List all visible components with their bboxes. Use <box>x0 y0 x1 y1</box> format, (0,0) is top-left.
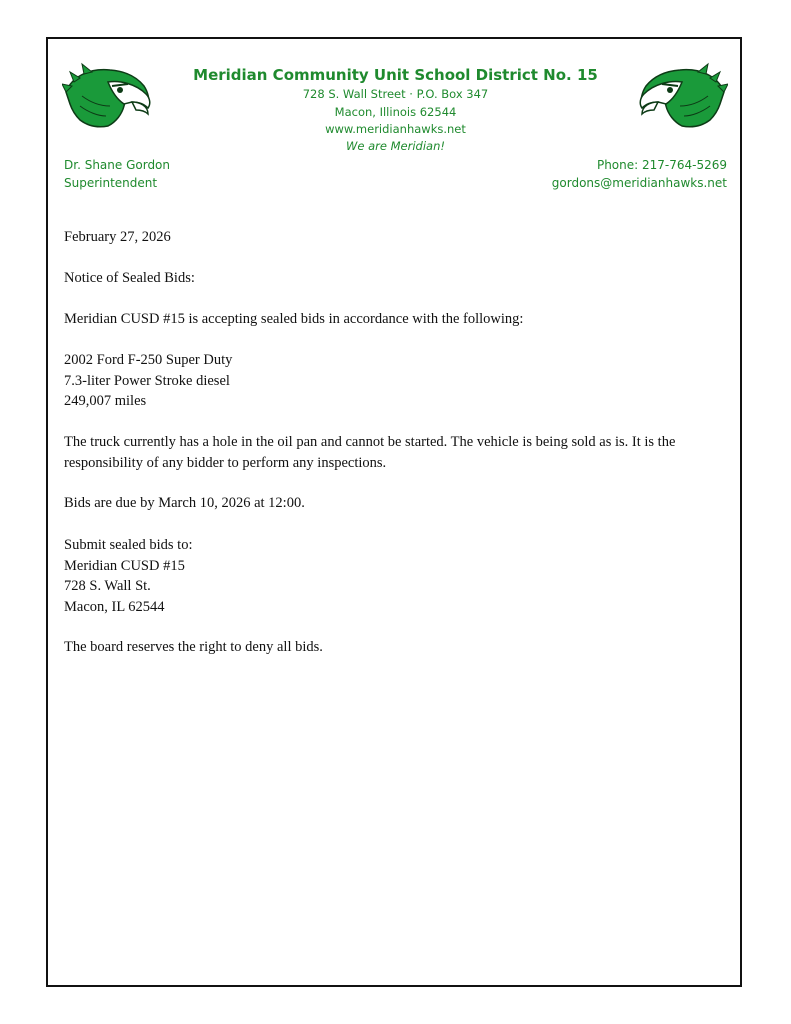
vehicle-condition: The truck currently has a hole in the oil pan and cannot be started. The vehicle is being sold as is. It is the responsibility of any bidder to perform any inspections. <box>64 434 676 471</box>
phone-number: Phone: 217-764-5269 <box>596 158 727 172</box>
vehicle-mileage: 249,007 miles <box>64 393 147 409</box>
submit-street: 728 S. Wall St. <box>64 578 151 594</box>
letter-date: February 27, 2026 <box>64 229 171 245</box>
contact-title: Superintendent <box>64 176 158 190</box>
district-name: Meridian Community Unit School District No. 15 <box>193 66 598 84</box>
city-line: Macon, Illinois 62544 <box>334 105 457 119</box>
submit-heading: Submit sealed bids to: <box>64 537 193 553</box>
vehicle-details <box>64 350 730 412</box>
vehicle-engine: 7.3-liter Power Stroke diesel <box>64 372 230 389</box>
bid-due-date: Bids are due by March 10, 2026 at 12:00. <box>64 495 305 511</box>
submit-name: Meridian CUSD #15 <box>64 557 185 574</box>
closing-statement: The board reserves the right to deny all bids. <box>64 639 323 655</box>
submission-address <box>64 535 730 617</box>
address-line: 728 S. Wall Street · P.O. Box 347 <box>302 87 489 101</box>
letter-subject: Notice of Sealed Bids: <box>64 270 195 286</box>
vehicle-model: 2002 Ford F-250 Super Duty <box>64 352 233 368</box>
website-link[interactable]: www.meridianhawks.net <box>325 122 466 136</box>
phone-email-contact <box>552 156 727 192</box>
superintendent-contact <box>64 156 170 192</box>
contact-name: Dr. Shane Gordon <box>64 158 171 172</box>
letter-intro: Meridian CUSD #15 is accepting sealed bids in accordance with the following: <box>64 311 524 327</box>
tagline: We are Meridian! <box>346 139 445 153</box>
submit-city: Macon, IL 62544 <box>64 598 165 615</box>
email-link[interactable]: gordons@meridianhawks.net <box>551 176 727 190</box>
